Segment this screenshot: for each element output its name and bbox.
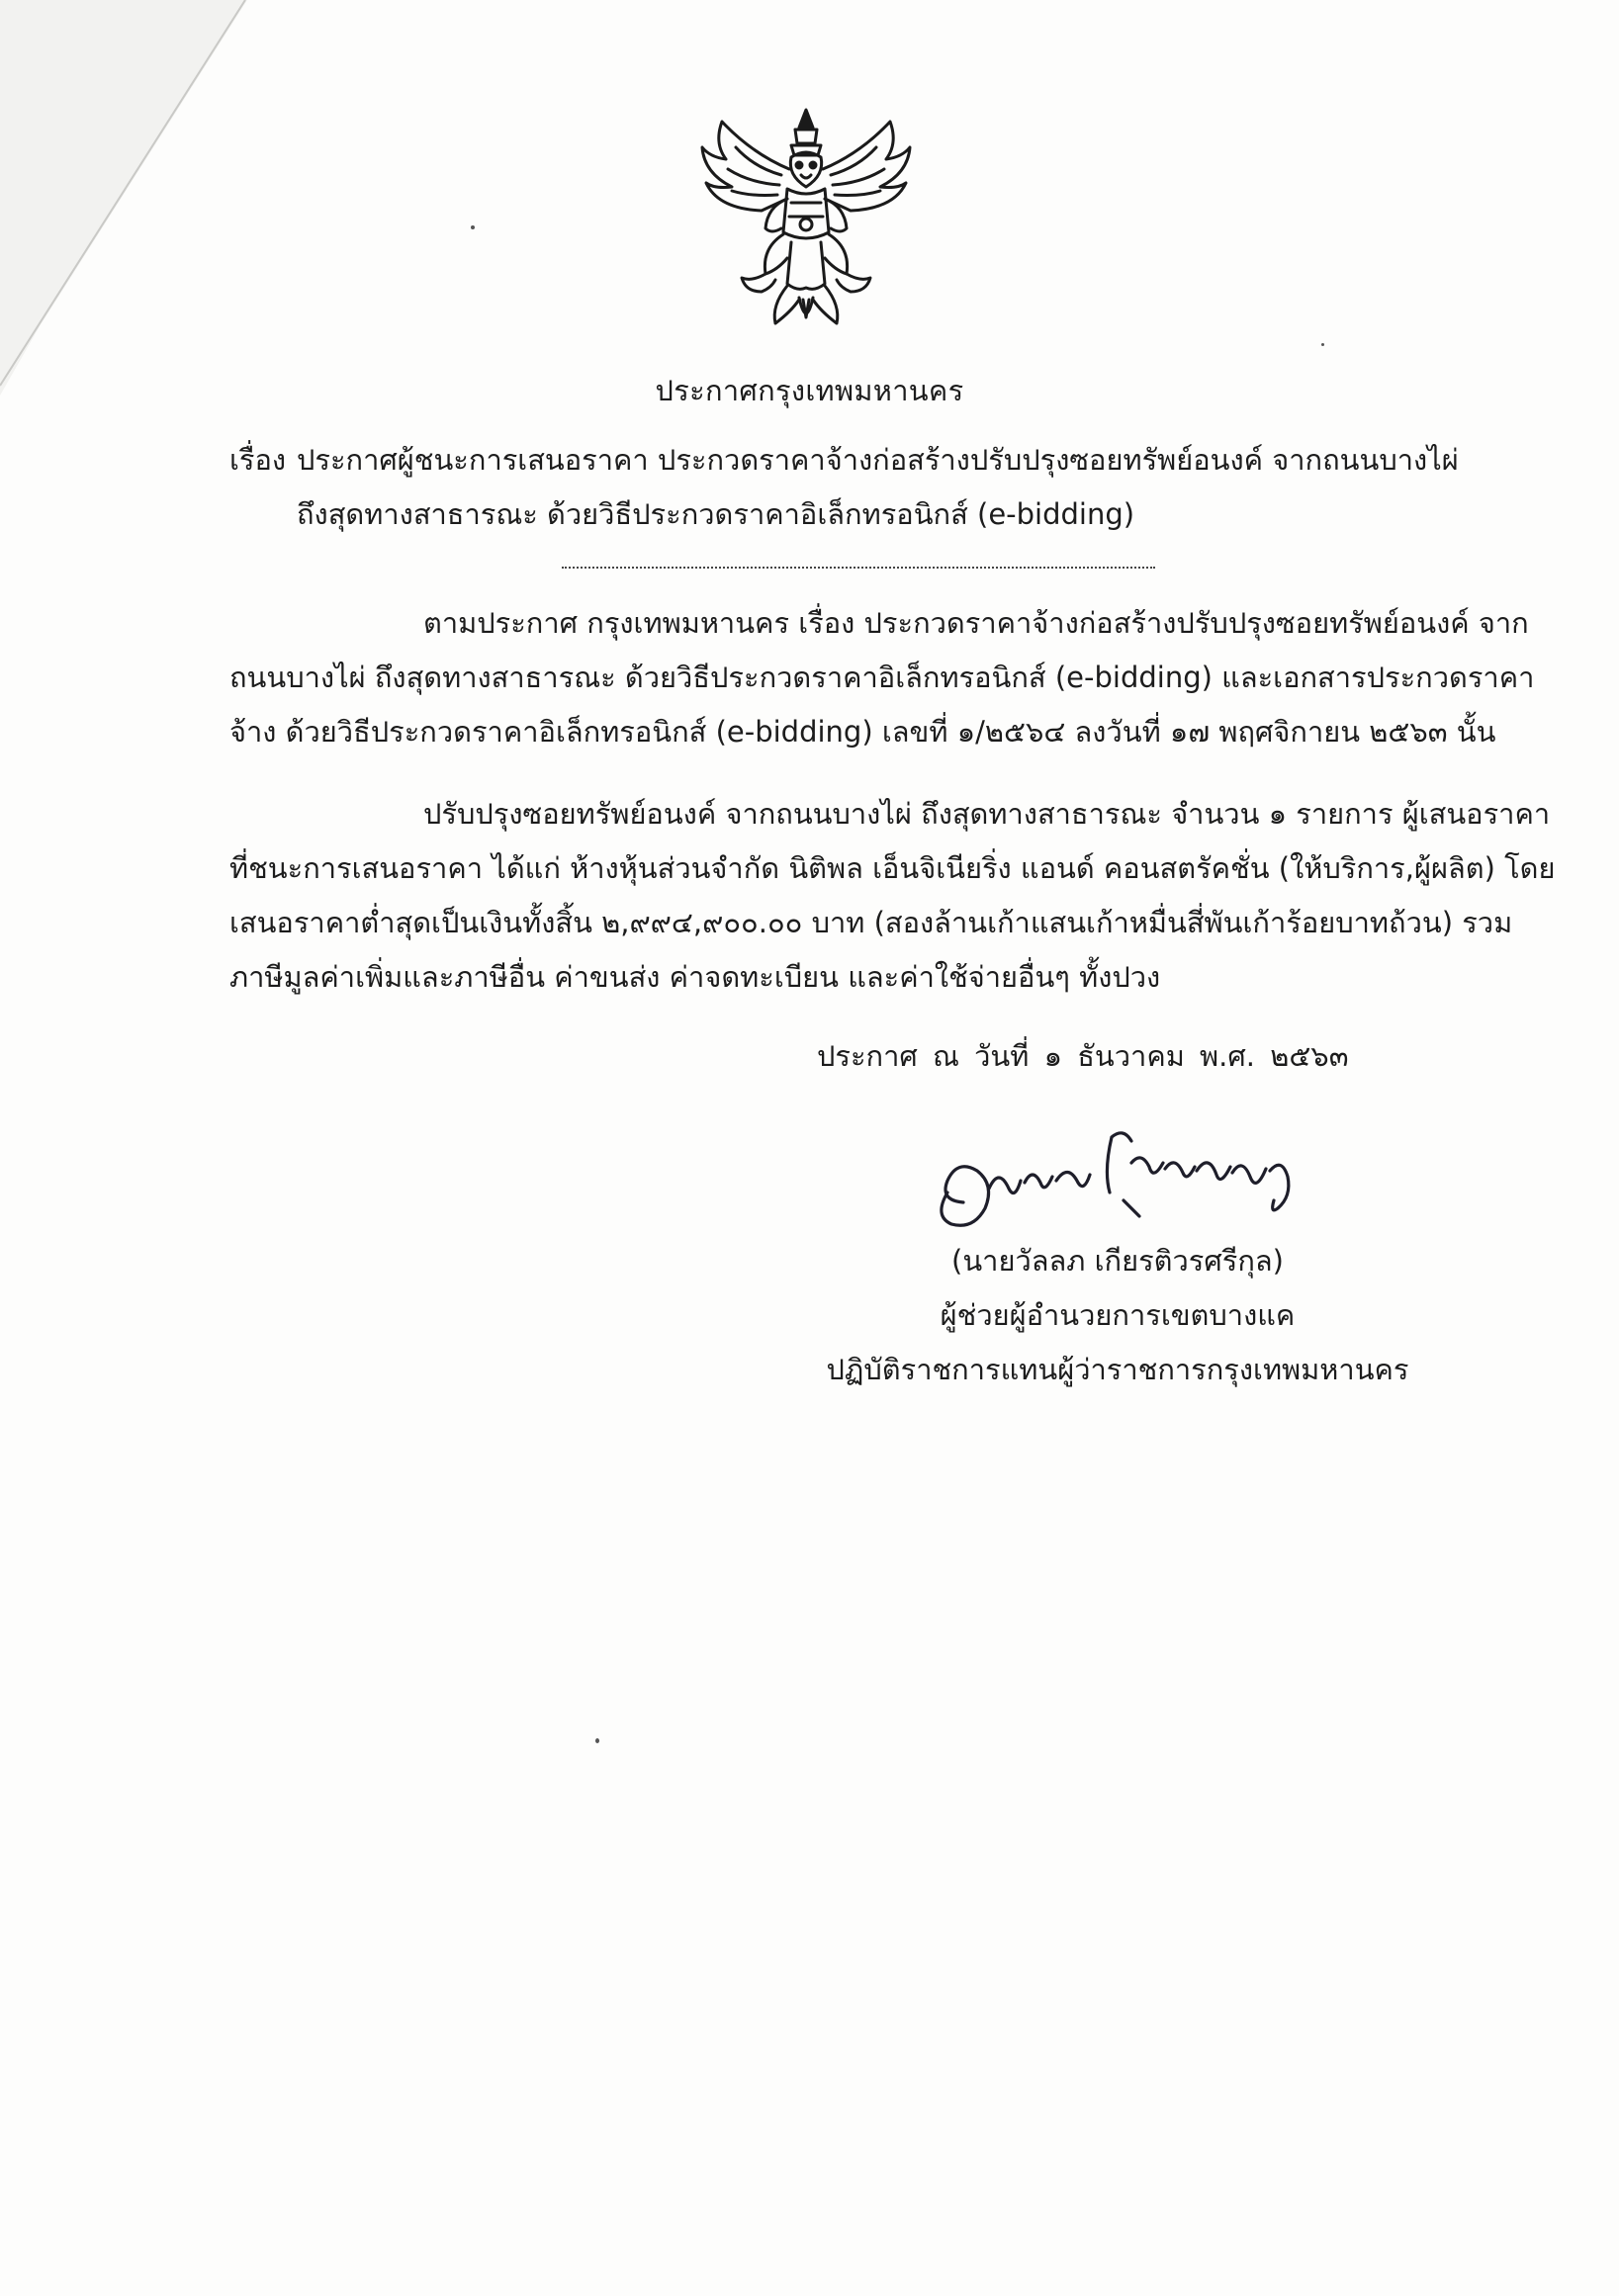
subject-block (229, 433, 1505, 542)
signer-block (752, 1234, 1484, 1397)
paragraph-line: ตามประกาศ กรุงเทพมหานคร เรื่อง ประกวดราคาจ้างก่อสร้างปรับปรุงซอยทรัพย์อนงค์ จาก (423, 606, 1529, 640)
paragraph-line: เสนอราคาต่ำสุดเป็นเงินทั้งสิ้น ๒,๙๙๔,๙๐๐.๐๐ บาท (สองล้านเก้าแสนเก้าหมื่นสี่พันเก้าร้อยบาทถ้วน) รวม (229, 906, 1513, 939)
paragraph-line: จ้าง ด้วยวิธีประกวดราคาอิเล็กทรอนิกส์ (e-bidding) เลขที่ ๑/๒๕๖๔ ลงวันที่ ๑๗ พฤศจิกายน ๒๕๖๓ นั้น (229, 715, 1496, 749)
signer-role: ปฏิบัติราชการแทนผู้ว่าราชการกรุงเทพมหานคร (826, 1353, 1409, 1386)
paragraph-line: ถนนบางไผ่ ถึงสุดทางสาธารณะ ด้วยวิธีประกวดราคาอิเล็กทรอนิกส์ (e-bidding) และเอกสารประกวดราคา (229, 661, 1535, 694)
paragraph-line: ปรับปรุงซอยทรัพย์อนงค์ จากถนนบางไผ่ ถึงสุดทางสาธารณะ จำนวน ๑ รายการ ผู้เสนอราคา (423, 797, 1551, 831)
signer-name: (นายวัลลภ เกียรติวรศรีกุล) (951, 1244, 1284, 1278)
subject-label: เรื่อง (229, 443, 287, 477)
announcement-date: ประกาศ ณ วันที่ ๑ ธันวาคม พ.ศ. ๒๕๖๓ (817, 1039, 1349, 1073)
paragraph-winner (229, 787, 1556, 1005)
subject-line-2: ถึงสุดทางสาธารณะ ด้วยวิธีประกวดราคาอิเล็กทรอนิกส์ (e-bidding) (297, 497, 1135, 531)
paragraph-reference (229, 596, 1535, 759)
dotted-divider (562, 567, 1155, 569)
paragraph-line: ที่ชนะการเสนอราคา ได้แก่ ห้างหุ้นส่วนจำกัด นิติพล เอ็นจิเนียริ่ง แอนด์ คอนสตรัคชั่น (ให้บริการ,ผู้ผลิต) โดย (229, 851, 1556, 885)
garuda-emblem-icon (692, 104, 920, 331)
document-title: ประกาศกรุงเทพมหานคร (655, 374, 964, 407)
subject-line-1: ประกาศผู้ชนะการเสนอราคา ประกวดราคาจ้างก่อสร้างปรับปรุงซอยทรัพย์อนงค์ จากถนนบางไผ่ (297, 443, 1459, 477)
paragraph-line: ภาษีมูลค่าเพิ่มและภาษีอื่น ค่าขนส่ง ค่าจดทะเบียน และค่าใช้จ่ายอื่นๆ ทั้งปวง (229, 960, 1161, 994)
scan-speck (595, 1738, 599, 1743)
signer-position: ผู้ช่วยผู้อำนวยการเขตบางแค (940, 1298, 1296, 1332)
scan-edge-shadow (0, 0, 257, 396)
scan-speck (1321, 343, 1324, 346)
scan-speck (471, 225, 475, 229)
handwritten-signature (930, 1098, 1325, 1236)
